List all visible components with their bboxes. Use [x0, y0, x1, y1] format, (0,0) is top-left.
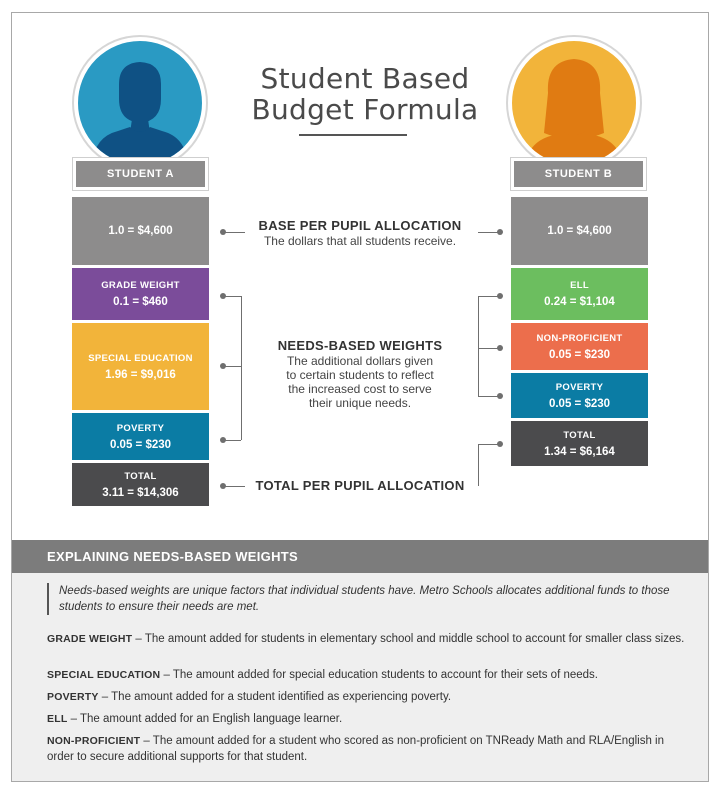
bracket-right-vertical	[478, 296, 479, 396]
student-b-ell-value: 0.24 = $1,104	[544, 296, 615, 308]
student-a-total-value: 3.11 = $14,306	[102, 486, 179, 499]
needs-desc-line-2: to certain students to reflect	[286, 368, 434, 382]
student-b-non-proficient-value: 0.05 = $230	[548, 348, 611, 361]
needs-desc-line-3: the increased cost to serve	[288, 382, 432, 396]
definition-ell	[47, 711, 687, 727]
student-b-non-proficient-name: NON-PROFICIENT	[536, 332, 623, 344]
student-b-base-value: 1.0 = $4,600	[547, 225, 612, 237]
title-line-2: Budget Formula	[251, 93, 479, 126]
definition-non-proficient	[47, 733, 687, 765]
student-a-special-education-block	[72, 323, 209, 410]
definition-special-education	[47, 667, 687, 683]
connector-dot	[220, 483, 226, 489]
connector-total-left	[223, 486, 245, 487]
needs-desc-line-1: The additional dollars given	[286, 354, 434, 368]
student-b-base-block	[511, 197, 648, 265]
connector-base-left	[223, 232, 245, 233]
definition-term: POVERTY	[47, 691, 99, 703]
definition-text: – The amount added for a student who scored as non-proficient on TNReady Math and RLA/English in order to secure additional supports for that student.	[47, 735, 664, 763]
student-a-special-education-value: 1.96 = $9,016	[105, 368, 176, 381]
student-b-poverty-value: 0.05 = $230	[548, 397, 611, 410]
bracket-left-vertical	[241, 296, 242, 440]
student-a-base-value: 1.0 = $4,600	[108, 225, 173, 237]
student-b-total-name: TOTAL	[563, 429, 596, 441]
female-student-silhouette-icon	[508, 37, 640, 169]
connector-dot	[497, 441, 503, 447]
student-a-grade-weight-block	[72, 268, 209, 320]
student-b-ell-block	[511, 268, 648, 320]
definition-poverty	[47, 689, 687, 705]
student-a-total-block	[72, 463, 209, 506]
base-allocation-heading: BASE PER PUPIL ALLOCATION	[258, 218, 462, 233]
needs-based-weights-description	[255, 354, 465, 410]
connector-dot	[220, 293, 226, 299]
definition-term: NON-PROFICIENT	[47, 735, 141, 747]
definition-term: SPECIAL EDUCATION	[47, 669, 161, 681]
student-b-label: STUDENT B	[511, 158, 646, 190]
definition-term: ELL	[47, 713, 68, 725]
male-student-silhouette-icon	[74, 37, 206, 169]
connector-dot	[497, 345, 503, 351]
title-underline	[299, 134, 407, 136]
base-allocation-description: The dollars that all students receive.	[263, 234, 457, 248]
connector-dot	[497, 229, 503, 235]
student-b-poverty-name: POVERTY	[555, 381, 604, 393]
connector-dot	[220, 363, 226, 369]
student-a-poverty-name: POVERTY	[116, 422, 165, 434]
definition-text: – The amount added for an English language learner.	[67, 713, 343, 725]
connector-dot	[220, 229, 226, 235]
definition-text: – The amount added for special education students to account for their sets of needs.	[160, 669, 598, 681]
needs-desc-line-4: their unique needs.	[308, 396, 412, 410]
connector-total-right-vertical	[478, 444, 479, 486]
definition-text: – The amount added for students in elementary school and middle school to account for smaller class sizes.	[132, 633, 685, 645]
connector-dot	[497, 293, 503, 299]
student-a-grade-weight-value: 0.1 = $460	[113, 296, 168, 308]
explaining-weights-header: EXPLAINING NEEDS-BASED WEIGHTS	[12, 540, 708, 573]
definition-term: GRADE WEIGHT	[47, 633, 133, 645]
needs-based-weights-heading: NEEDS-BASED WEIGHTS	[277, 338, 443, 353]
definition-grade-weight	[47, 631, 687, 647]
student-a-special-education-name: SPECIAL EDUCATION	[88, 352, 193, 364]
student-b-non-proficient-block	[511, 323, 648, 370]
definition-text: – The amount added for a student identified as experiencing poverty.	[98, 691, 452, 703]
student-b-ell-name: ELL	[570, 280, 589, 291]
student-b-total-block	[511, 421, 648, 466]
title-line-1: Student Based	[260, 62, 470, 95]
student-a-poverty-block	[72, 413, 209, 460]
explaining-weights-intro: Needs-based weights are unique factors that individual students have. Metro Schools allocates additional funds to those students to ensure their needs are met.	[47, 583, 687, 615]
connector-dot	[497, 393, 503, 399]
student-a-label: STUDENT A	[73, 158, 208, 190]
page-title	[230, 63, 500, 125]
student-a-total-name: TOTAL	[124, 470, 157, 482]
student-b-total-value: 1.34 = $6,164	[544, 445, 615, 458]
student-a-poverty-value: 0.05 = $230	[109, 438, 172, 451]
connector-dot	[220, 437, 226, 443]
student-a-base-block	[72, 197, 209, 265]
student-b-poverty-block	[511, 373, 648, 418]
student-a-grade-weight-name: GRADE WEIGHT	[101, 280, 180, 291]
total-allocation-heading: TOTAL PER PUPIL ALLOCATION	[255, 478, 465, 493]
